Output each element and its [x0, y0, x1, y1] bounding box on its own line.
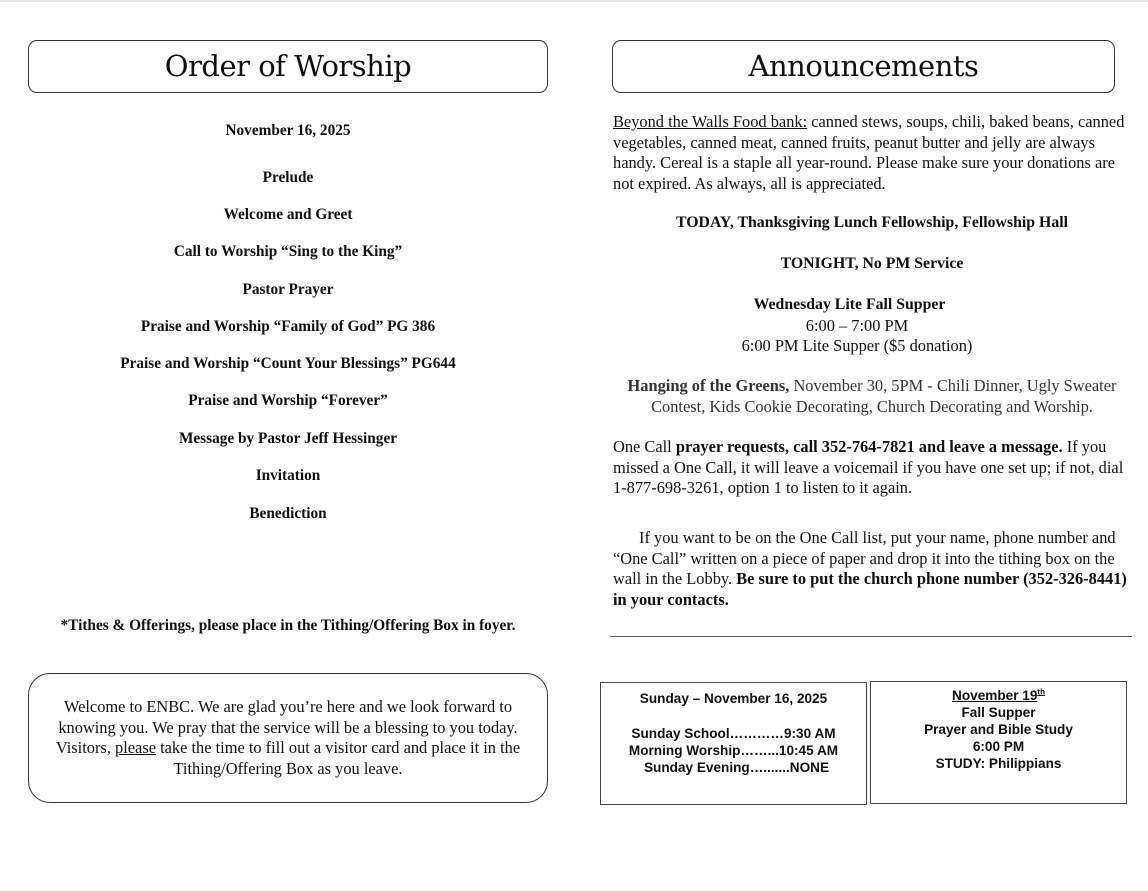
today-announcement: TODAY, Thanksgiving Lunch Fellowship, Fellowship Hall — [676, 214, 1068, 231]
sunday-schedule-heading: Sunday – November 16, 2025 — [639, 691, 828, 706]
hanging-greens-announcement — [614, 376, 1130, 417]
one-call-list-text: If you want to be on the One Call list, put your name, phone number and “One Call” written on a piece of paper and drop it into the tithing box on the wall in the Lobby. — [613, 528, 1116, 588]
sunday-schedule-box — [600, 682, 867, 805]
order-of-worship-title-text: Order of Worship — [164, 49, 412, 83]
wednesday-box-line: Prayer and Bible Study — [924, 722, 1073, 737]
worship-item: Welcome and Greet — [223, 206, 353, 223]
welcome-box — [28, 673, 548, 803]
wednesday-box-line: 6:00 PM — [972, 739, 1025, 754]
one-call-lead: One Call — [613, 437, 676, 456]
worship-item: Prelude — [262, 169, 314, 186]
wednesday-title: Wednesday Lite Fall Supper — [753, 296, 946, 313]
wednesday-box-date — [871, 687, 1126, 704]
wednesday-box-line: Fall Supper — [961, 705, 1036, 720]
worship-item: Message by Pastor Jeff Hessinger — [178, 430, 398, 447]
worship-item: Benediction — [249, 505, 327, 522]
worship-item: Praise and Worship “Count Your Blessings” PG644 — [120, 355, 456, 372]
welcome-text-part: Welcome to ENBC. We are glad you’re here and we look forward to knowing you. We pray that the service will be a blessing to you today. Visitors, — [55, 697, 518, 757]
wednesday-box-date-text: November 19 — [952, 688, 1038, 703]
schedule-row: Morning Worship……...10:45 AM — [628, 743, 839, 758]
worship-item: Pastor Prayer — [242, 281, 334, 298]
one-call-text: If you missed a One Call, it will leave a voicemail if you have one set up; if not, dial 1-877-698-3261, option 1 to listen to it again. — [613, 437, 1124, 497]
wednesday-box-line: STUDY: Philippians — [935, 756, 1062, 771]
one-call-announcement — [613, 437, 1128, 499]
top-border — [0, 0, 1148, 2]
wednesday-schedule-box — [870, 681, 1127, 804]
food-bank-announcement — [613, 112, 1128, 194]
service-date: November 16, 2025 — [225, 122, 351, 139]
divider — [610, 636, 1132, 637]
welcome-underlined-word: please — [115, 738, 156, 757]
welcome-text-part: take the time to fill out a visitor card and place it in the Tithing/Offering Box as you leave. — [155, 738, 521, 778]
food-bank-label: Beyond the Walls Food bank: — [613, 112, 808, 131]
wednesday-announcement — [612, 295, 1132, 357]
worship-item: Praise and Worship “Forever” — [188, 392, 388, 409]
one-call-phone: prayer requests, call 352-764-7821 and leave a message. — [675, 437, 1063, 456]
one-call-list-announcement — [613, 528, 1128, 610]
worship-item: Invitation — [255, 467, 321, 484]
date-suffix: th — [1037, 687, 1045, 697]
wednesday-time: 6:00 – 7:00 PM — [805, 315, 909, 335]
worship-item: Call to Worship “Sing to the King” — [173, 243, 403, 260]
tithes-note: *Tithes & Offerings, please place in the Tithing/Offering Box in foyer. — [60, 617, 516, 634]
announcements-title — [612, 40, 1115, 93]
greens-text: November 30, 5PM - Chili Dinner, Ugly Sweater Contest, Kids Cookie Decorating, Church Decorating and Worship. — [651, 376, 1117, 416]
schedule-row: Sunday School…………9:30 AM — [631, 726, 836, 741]
church-phone-note: Be sure to put the church phone number (352-326-8441) in your contacts. — [613, 569, 1127, 609]
worship-item: Praise and Worship “Family of God” PG 386 — [140, 318, 436, 335]
announcements-title-text: Announcements — [748, 49, 979, 83]
greens-label: Hanging of the Greens, — [627, 376, 790, 395]
wednesday-detail: 6:00 PM Lite Supper ($5 donation) — [741, 336, 973, 355]
welcome-text — [29, 697, 547, 779]
tonight-announcement: TONIGHT, No PM Service — [780, 255, 964, 272]
food-bank-text: canned stews, soups, chili, baked beans, canned vegetables, canned meat, canned fruits, peanut butter and jelly are always handy. Cereal is a staple all year-round. Please make sure your donations are not expired. As always, all is appreciated. — [613, 112, 1125, 193]
schedule-row: Sunday Evening….......NONE — [643, 760, 830, 775]
order-of-worship-title — [28, 40, 548, 93]
